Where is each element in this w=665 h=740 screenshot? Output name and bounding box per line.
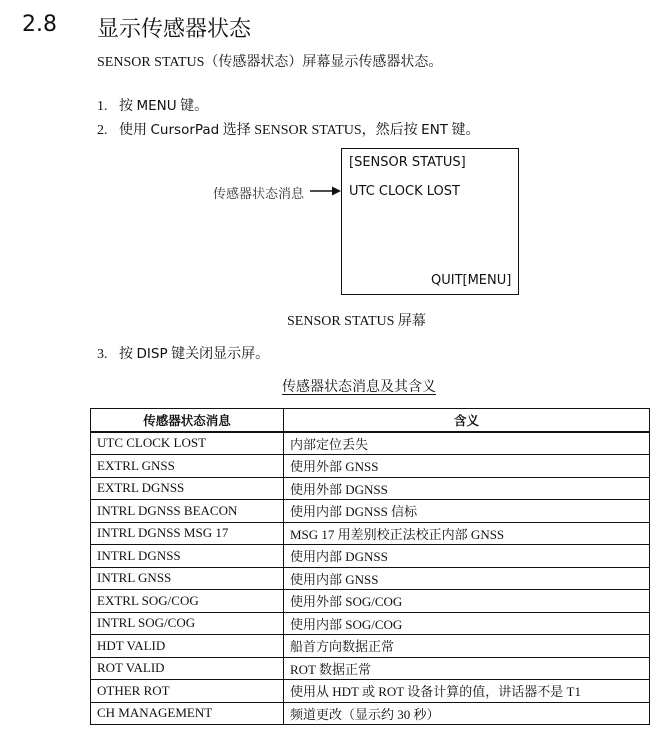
table-title: 传感器状态消息及其含义: [282, 380, 436, 395]
step-2: [97, 119, 480, 139]
meaning-cell: MSG 17 用差别校正法校正内部 GNSS: [284, 522, 650, 545]
table-header-row: [91, 409, 650, 432]
screen-quit-label: QUIT[MENU]: [431, 273, 512, 288]
status-message-cell: UTC CLOCK LOST: [91, 432, 284, 455]
step-text: 按: [119, 347, 137, 362]
column-header-message: 传感器状态消息: [91, 409, 284, 432]
meaning-cell: 使用内部 DGNSS: [284, 545, 650, 568]
status-message-cell: EXTRL GNSS: [91, 455, 284, 478]
meaning-cell: 使用从 HDT 或 ROT 设备计算的值，讲话器不是 T1: [284, 680, 650, 703]
status-message-cell: INTRL SOG/COG: [91, 612, 284, 635]
meaning-cell: 内部定位丢失: [284, 432, 650, 455]
key-name: MENU: [136, 98, 177, 114]
figure-caption: SENSOR STATUS 屏幕: [287, 314, 426, 329]
status-message-cell: INTRL DGNSS BEACON: [91, 500, 284, 523]
step-number: 3.: [97, 347, 108, 362]
key-name: DISP: [136, 346, 168, 362]
key-name: CursorPad: [150, 122, 220, 138]
meaning-cell: ROT 数据正常: [284, 657, 650, 680]
step-1: [97, 95, 208, 115]
step-text: 键关闭显示屏。: [167, 347, 270, 362]
status-message-cell: EXTRL SOG/COG: [91, 590, 284, 613]
meaning-cell: 使用外部 SOG/COG: [284, 590, 650, 613]
table-row: [91, 432, 650, 455]
status-message-cell: INTRL DGNSS: [91, 545, 284, 568]
table-row: [91, 545, 650, 568]
column-header-meaning: 含义: [284, 409, 650, 432]
arrow-right-icon: [308, 184, 342, 198]
sensor-status-table: [90, 408, 650, 725]
table-row: [91, 477, 650, 500]
table-row: [91, 680, 650, 703]
screen-status-message: UTC CLOCK LOST: [349, 184, 460, 199]
step-text: 使用: [119, 123, 151, 138]
screen-header: [SENSOR STATUS]: [349, 155, 466, 170]
status-message-cell: OTHER ROT: [91, 680, 284, 703]
status-message-cell: CH MANAGEMENT: [91, 702, 284, 725]
meaning-cell: 使用外部 GNSS: [284, 455, 650, 478]
status-message-cell: ROT VALID: [91, 657, 284, 680]
meaning-cell: 使用内部 SOG/COG: [284, 612, 650, 635]
step-number: 2.: [97, 123, 108, 138]
table-row: [91, 500, 650, 523]
section-number: 2.8: [22, 12, 57, 37]
table-row: [91, 702, 650, 725]
status-message-cell: HDT VALID: [91, 635, 284, 658]
meaning-cell: 频道更改（显示约 30 秒）: [284, 702, 650, 725]
table-row: [91, 590, 650, 613]
status-message-cell: INTRL GNSS: [91, 567, 284, 590]
meaning-cell: 使用内部 DGNSS 信标: [284, 500, 650, 523]
intro-text: SENSOR STATUS（传感器状态）屏幕显示传感器状态。: [97, 55, 443, 70]
callout-label: 传感器状态消息: [213, 186, 305, 201]
section-title: 显示传感器状态: [97, 17, 252, 42]
table-row: [91, 657, 650, 680]
step-text: 选择 SENSOR STATUS，然后按: [219, 123, 422, 138]
key-name: ENT: [421, 122, 449, 138]
meaning-cell: 使用外部 DGNSS: [284, 477, 650, 500]
step-number: 1.: [97, 99, 108, 114]
step-text: 按: [119, 99, 137, 114]
table-row: [91, 612, 650, 635]
step-text: 键。: [176, 99, 209, 114]
status-message-cell: INTRL DGNSS MSG 17: [91, 522, 284, 545]
step-3: [97, 343, 269, 363]
table-row: [91, 455, 650, 478]
status-message-cell: EXTRL DGNSS: [91, 477, 284, 500]
table-row: [91, 567, 650, 590]
table-row: [91, 635, 650, 658]
meaning-cell: 船首方向数据正常: [284, 635, 650, 658]
meaning-cell: 使用内部 GNSS: [284, 567, 650, 590]
table-row: [91, 522, 650, 545]
step-text: 键。: [448, 123, 480, 138]
